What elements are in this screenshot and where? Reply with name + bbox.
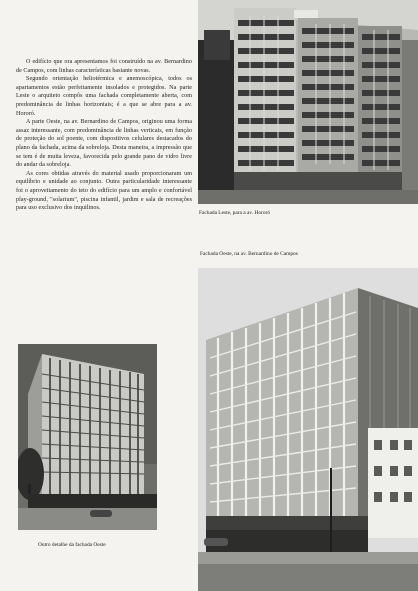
west-facade-detail-photo <box>18 344 157 530</box>
west-facade-caption: Fachada Oeste, na av. Bernardino de Campos <box>200 251 298 257</box>
article-paragraph: A parte Oeste, na av. Bernardino de Campos, originou uma forma assaz interessante, com predominância de linhas verticais, em função de proteção do sol poente, com dispositivos celulares destacados do plano da fachada, acima da sobreloja. Desta maneira, a impressão que se tem é de muita leveza, favorecida pelo grande pano de vidro livre do andar da sobreloja. <box>16 119 192 169</box>
article-paragraph: As cores obtidas através do material usado proporcionaram um equilíbrio e unidade ao conjunto. Outra particularidade interessante foi o aproveitamento do teto do edifício para um amplo e confortável play-ground, "solarium", piscina infantil, jardim e sala de recreações para uso exclusivo dos inquilinos. <box>16 170 192 212</box>
article-paragraph: Segundo orientação heliotérmica e anemoscópica, todos os apartamentos estão perfeitamente insolados e protegidos. Na parte Leste o arquiteto compôs uma fachada completamente aberta, com predominância de linhas horizontais; é a que se abre para a av. Hororó. <box>16 76 192 117</box>
east-facade-caption: Fachada Leste, para a av. Hororó <box>199 210 271 216</box>
east-facade-photo <box>198 0 418 204</box>
detail-photo-caption: Outro detalhe da fachada Oeste <box>38 542 106 548</box>
article-paragraph: O edifício que ora apresentamos foi construído na av. Bernardino de Campos, com linhas características bastante novas. <box>16 59 192 74</box>
west-facade-photo <box>198 268 418 591</box>
article-text <box>16 58 192 213</box>
